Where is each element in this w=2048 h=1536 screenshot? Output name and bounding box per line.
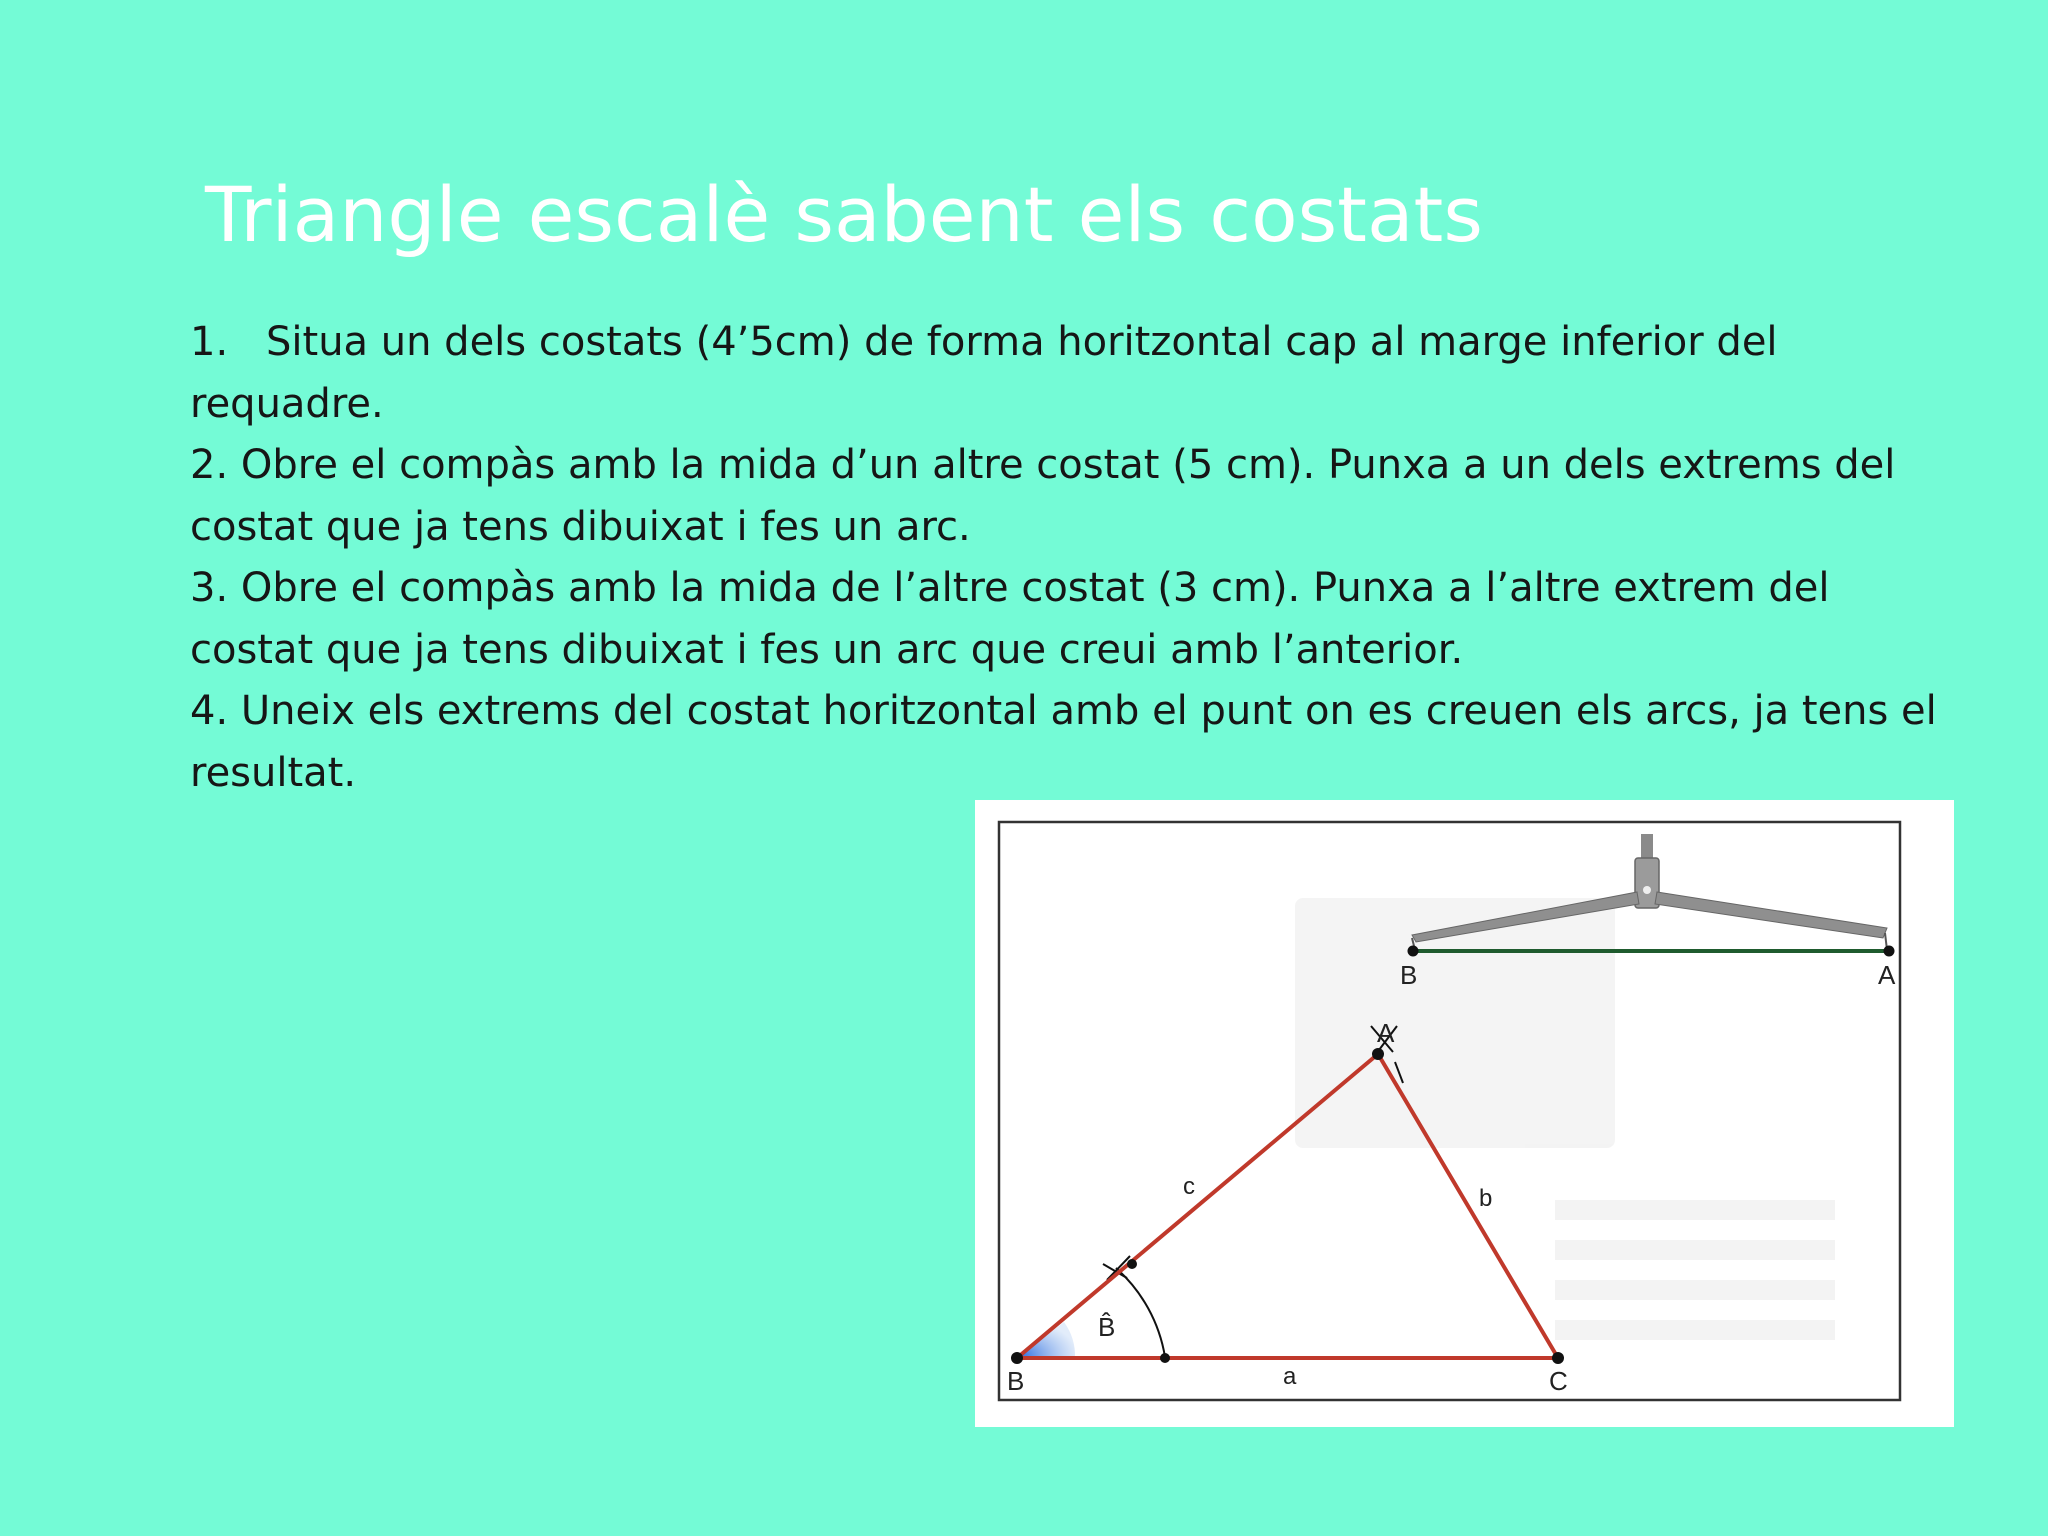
compass-arc-b <box>1116 1268 1165 1357</box>
instructions-list <box>190 312 1950 804</box>
step-1 <box>190 312 1950 435</box>
angle-label-b: B̂ <box>1098 1312 1116 1342</box>
step-3: 3. Obre el compàs amb la mida de l’altre costat (3 cm). Punxa a l’altre extrem del costat que ja tens dibuixat i fes un arc que creui amb l’anterior. <box>190 565 1830 673</box>
slide-title: Triangle escalè sabent els costats <box>205 170 1483 259</box>
side-label-b: b <box>1479 1185 1493 1212</box>
side-label-a: a <box>1283 1363 1297 1390</box>
construction-figure <box>975 800 1954 1427</box>
segment-label-b: B <box>1400 960 1418 990</box>
step-1-text: Situa un dels costats (4’5cm) de forma horitzontal cap al marge inferior del requadre. <box>190 319 1778 427</box>
vertex-label-a: A <box>1377 1018 1395 1048</box>
faded-background-text <box>1295 898 1835 1340</box>
vertex-c <box>1552 1352 1564 1364</box>
segment-label-a: A <box>1878 960 1896 990</box>
segment-point-a <box>1884 946 1895 957</box>
side-label-c: c <box>1183 1173 1195 1200</box>
step-2: 2. Obre el compàs amb la mida d’un altre costat (5 cm). Punxa a un dels extrems del costat que ja tens dibuixat i fes un arc. <box>190 442 1896 550</box>
vertex-a <box>1372 1048 1384 1060</box>
arc-point-on-a <box>1160 1353 1170 1363</box>
arc-point-on-c <box>1127 1259 1137 1269</box>
construction-diagram <box>975 800 1954 1427</box>
vertex-label-b: B <box>1007 1366 1025 1396</box>
segment-point-b <box>1408 946 1419 957</box>
vertex-b <box>1011 1352 1023 1364</box>
vertex-label-c: C <box>1549 1366 1568 1396</box>
step-1-number: 1. <box>190 319 229 365</box>
step-4: 4. Uneix els extrems del costat horitzontal amb el punt on es creuen els arcs, ja tens el resultat. <box>190 688 1937 796</box>
